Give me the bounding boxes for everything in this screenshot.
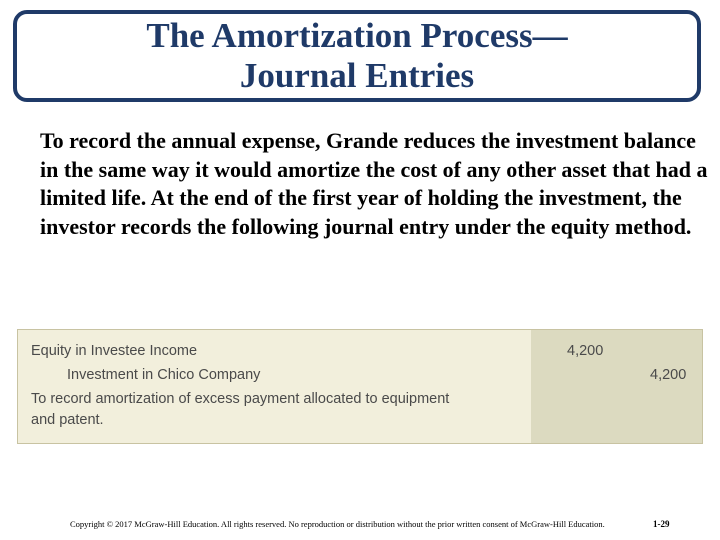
- slide-title-line-2: Journal Entries: [239, 56, 475, 95]
- credit-amount: 4,200: [650, 367, 687, 383]
- debit-amount: 4,200: [567, 343, 604, 359]
- title-box: [13, 10, 701, 102]
- debit-account: Equity in Investee Income: [31, 343, 198, 359]
- page-number: 1-29: [653, 519, 670, 529]
- amount-column-shading: [531, 330, 702, 443]
- entry-explanation-line-2: and patent.: [31, 412, 104, 428]
- copyright-notice: Copyright © 2017 McGraw-Hill Education. All rights reserved. No reproduction or distribution without the prior written consent of McGraw-Hill Education.: [70, 519, 605, 529]
- slide-title-line-1: The Amortization Process—: [146, 16, 568, 55]
- journal-entry-table: [17, 329, 703, 444]
- credit-account: Investment in Chico Company: [67, 367, 261, 383]
- body-paragraph: To record the annual expense, Grande reduces the investment balance in the same way it would amortize the cost of any other asset that had a limited life. At the end of the first year of holding the investment, the investor records the following journal entry under the equity method.: [40, 128, 708, 240]
- entry-explanation-line-1: To record amortization of excess payment allocated to equipment: [31, 391, 450, 407]
